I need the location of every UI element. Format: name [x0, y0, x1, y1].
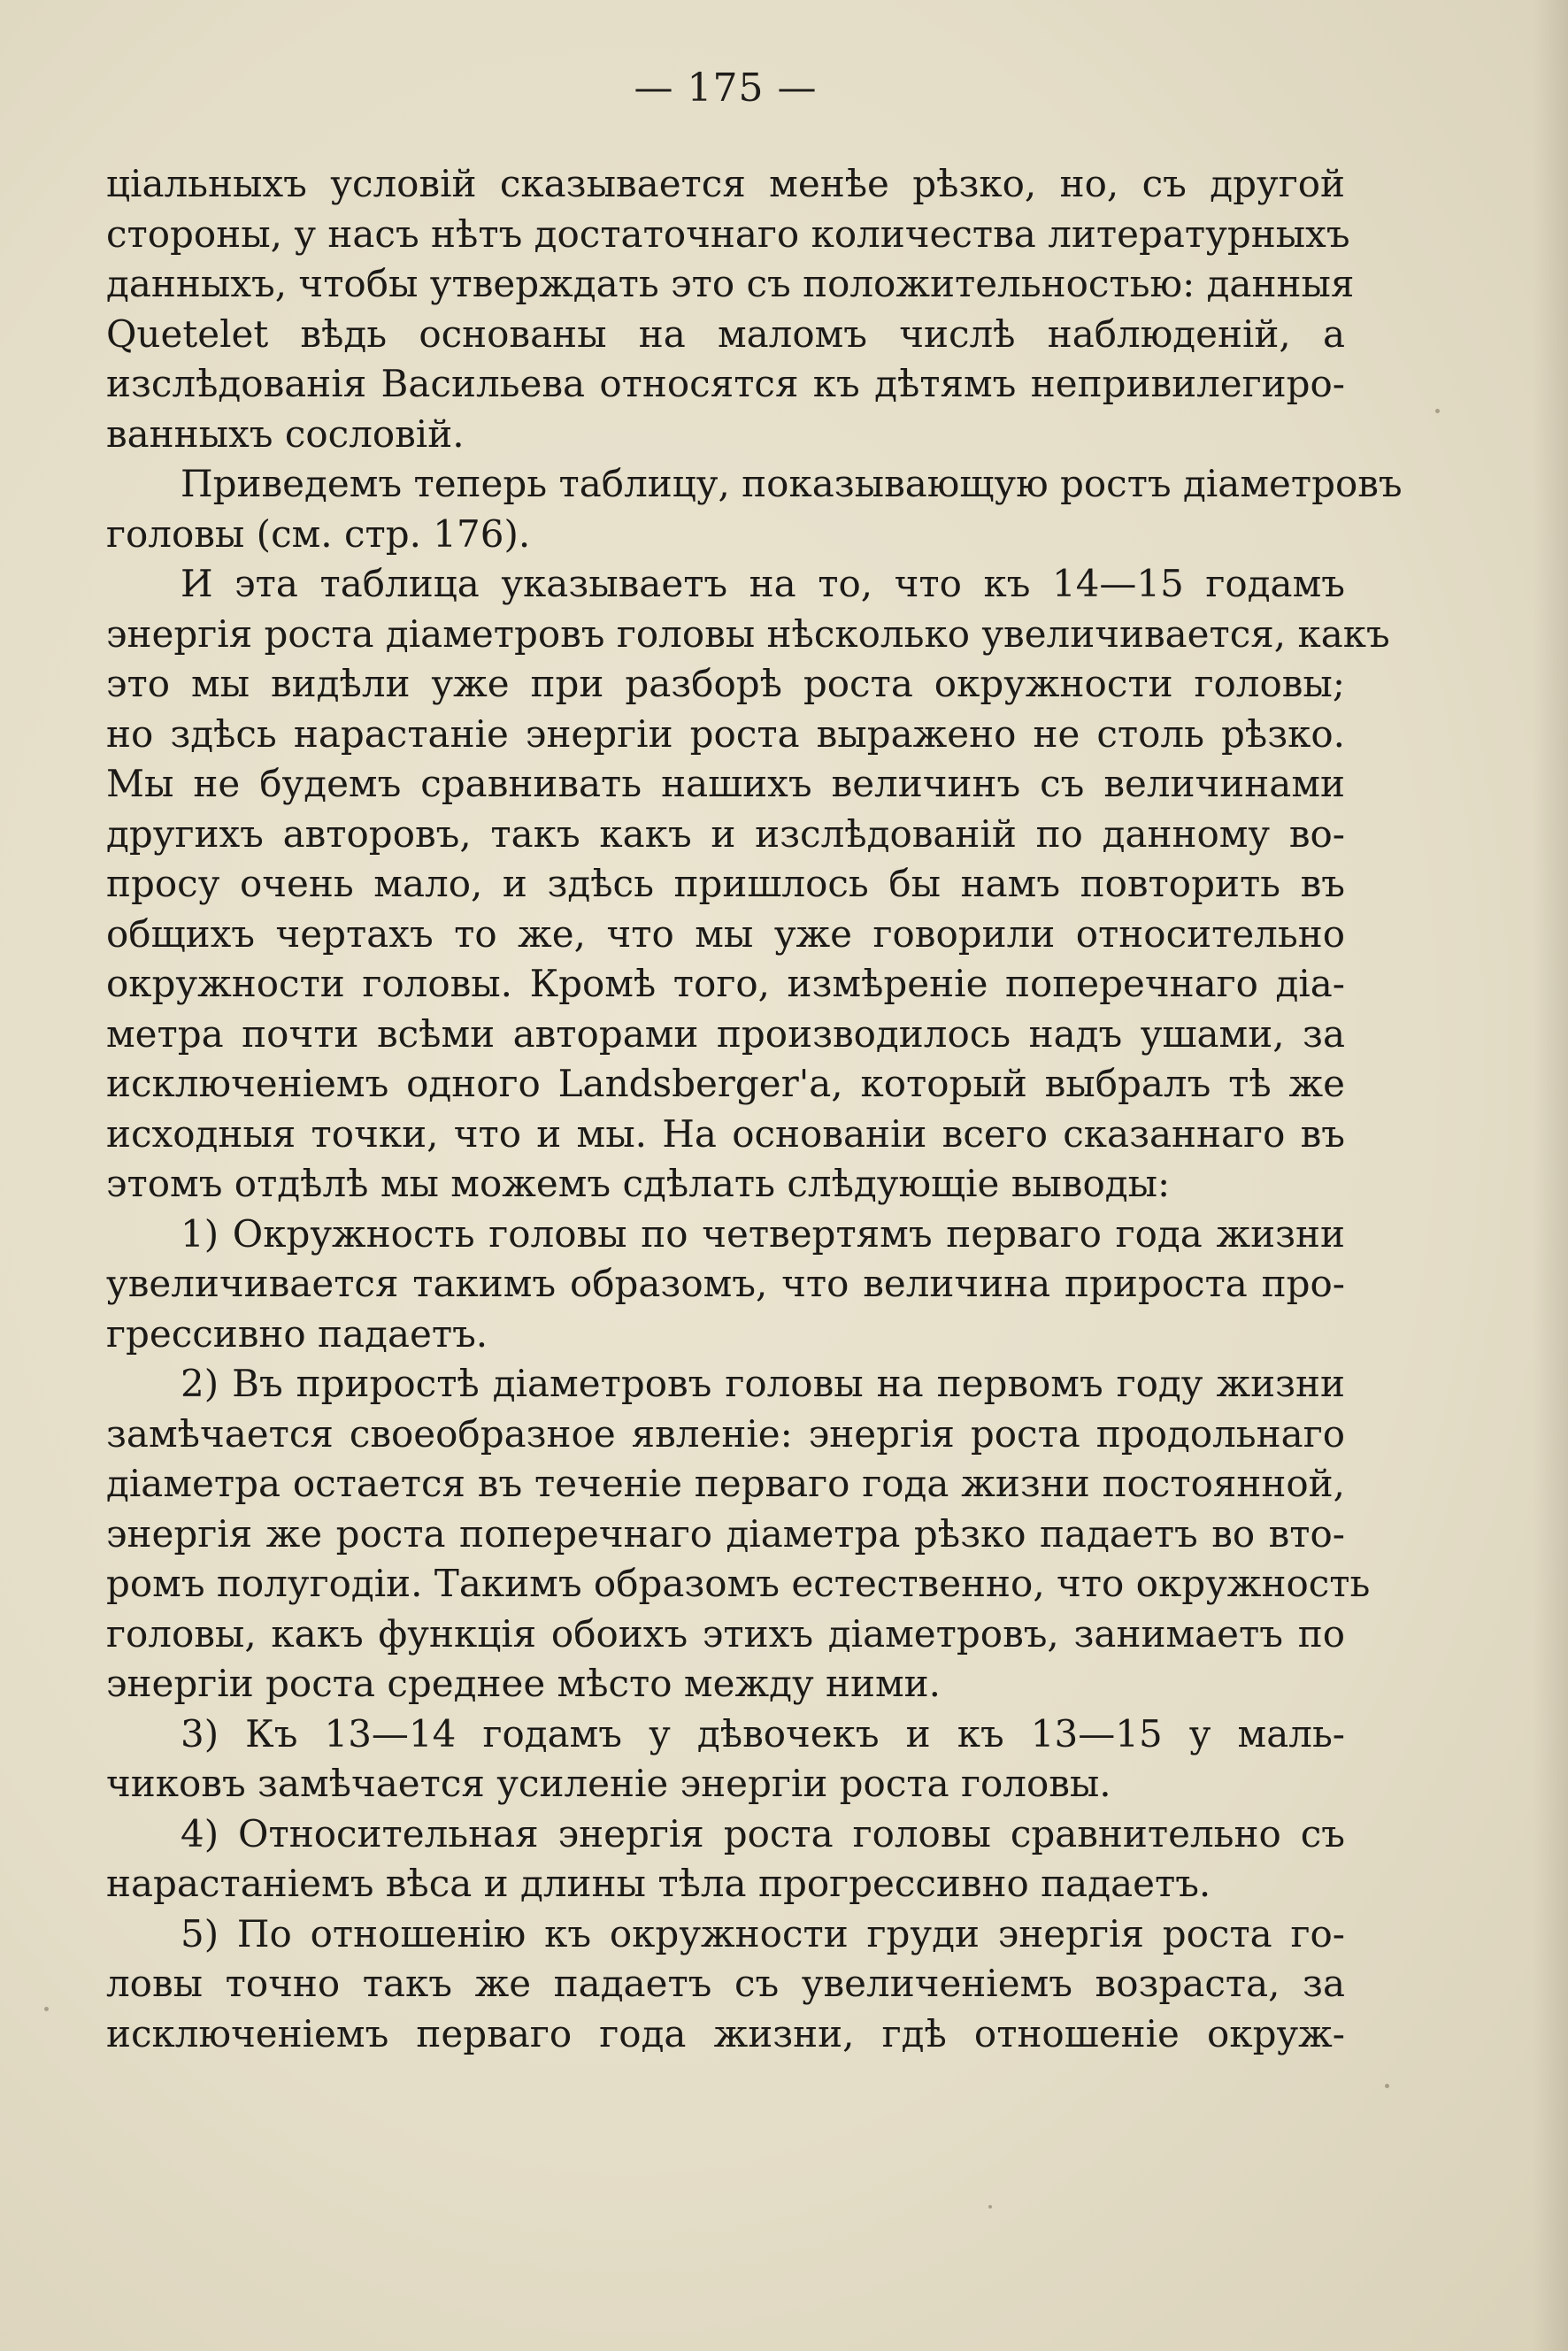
ink-speck	[1435, 409, 1440, 413]
text-line: это мы видѣли уже при разборѣ роста окружности головы;	[106, 662, 1345, 705]
text-line: 1) Окружность головы по четвертямъ перваго года жизни	[181, 1211, 1345, 1256]
text-line: 3) Къ 13—14 годамъ у дѣвочекъ и къ 13—15 у маль-	[181, 1711, 1345, 1756]
text-line: этомъ отдѣлѣ мы можемъ сдѣлать слѣдующіе выводы:	[106, 1162, 1171, 1205]
text-line: Мы не будемъ сравнивать нашихъ величинъ съ величинами	[106, 762, 1345, 805]
page-edge-shadow	[1533, 0, 1568, 2351]
text-line: исходныя точки, что и мы. На основаніи всего сказаннаго въ	[106, 1111, 1345, 1156]
text-line: діаметра остается въ теченіе перваго года жизни постоянной,	[106, 1462, 1345, 1505]
text-line: другихъ авторовъ, такъ какъ и изслѣдованій по данному во-	[106, 811, 1345, 856]
conclusion-item	[106, 1210, 1345, 1360]
paragraph	[106, 159, 1355, 459]
paragraph	[106, 459, 1403, 559]
text-line: ціальныхъ условій сказывается менѣе рѣзко, но, съ другой	[106, 162, 1345, 205]
text-line: ловы точно такъ же падаетъ съ увеличеніемъ возраста, за	[106, 1962, 1345, 2005]
text-line: головы, какъ функція обоихъ этихъ діаметровъ, занимаетъ по	[106, 1611, 1345, 1656]
text-line: окружности головы. Кромѣ того, измѣреніе поперечнаго діа-	[106, 962, 1345, 1005]
text-line: нарастаніемъ вѣса и длины тѣла прогрессивно падаетъ.	[106, 1862, 1211, 1905]
body-text	[106, 159, 1403, 2059]
text-line: 2) Въ приростѣ діаметровъ головы на первомъ году жизни	[181, 1362, 1345, 1405]
conclusion-item	[106, 1909, 1345, 2060]
text-line: ванныхъ сословій.	[106, 411, 465, 456]
text-line: энергія роста діаметровъ головы нѣсколько увеличивается, какъ	[106, 611, 1390, 656]
text-line: исключеніемъ одного Landsberger'а, который выбралъ тѣ же	[106, 1062, 1345, 1105]
text-line: но здѣсь нарастаніе энергіи роста выражено не столь рѣзко.	[106, 711, 1345, 756]
text-line: Приведемъ теперь таблицу, показывающую ростъ діаметровъ	[181, 462, 1403, 505]
text-line: данныхъ, чтобы утверждать это съ положительностью: данныя	[106, 262, 1355, 305]
conclusion-item	[106, 1709, 1345, 1809]
text-line: просу очень мало, и здѣсь пришлось бы намъ повторить въ	[106, 862, 1345, 905]
text-line: 5) По отношенію къ окружности груди энергія роста го-	[181, 1911, 1345, 1955]
text-line: энергіи роста среднее мѣсто между ними.	[106, 1662, 942, 1705]
text-line: головы (см. стр. 176).	[106, 511, 531, 556]
page-number: — 175 —	[634, 65, 818, 111]
ink-speck	[988, 2205, 992, 2209]
text-line: энергія же роста поперечнаго діаметра рѣзко падаетъ во вто-	[106, 1511, 1345, 1556]
ink-speck	[1385, 2084, 1389, 2088]
paragraph	[106, 559, 1390, 1210]
text-line: замѣчается своеобразное явленіе: энергія роста продольнаго	[106, 1411, 1345, 1456]
text-line: общихъ чертахъ то же, что мы уже говорили относительно	[106, 911, 1345, 956]
text-line: стороны, у насъ нѣтъ достаточнаго количества литературныхъ	[106, 211, 1350, 256]
text-line: ромъ полугодіи. Такимъ образомъ естественно, что окружность	[106, 1562, 1371, 1605]
text-line: увеличивается такимъ образомъ, что величина прироста про-	[106, 1262, 1345, 1305]
text-line: грессивно падаетъ.	[106, 1311, 488, 1356]
text-line: И эта таблица указываетъ на то, что къ 14—15 годамъ	[181, 562, 1345, 605]
text-line: изслѣдованія Васильева относятся къ дѣтямъ непривилегиро-	[106, 362, 1345, 405]
text-line: исключеніемъ перваго года жизни, гдѣ отношеніе окруж-	[106, 2011, 1345, 2055]
ink-speck	[44, 2007, 49, 2011]
conclusion-item	[106, 1809, 1345, 1909]
conclusion-item	[106, 1359, 1371, 1709]
text-line: метра почти всѣми авторами производилось надъ ушами, за	[106, 1011, 1345, 1056]
text-line: чиковъ замѣчается усиленіе энергіи роста головы.	[106, 1762, 1111, 1805]
text-line: Quetelet вѣдь основаны на маломъ числѣ наблюденій, а	[106, 311, 1345, 356]
text-line: 4) Относительная энергія роста головы сравнительно съ	[181, 1811, 1345, 1855]
